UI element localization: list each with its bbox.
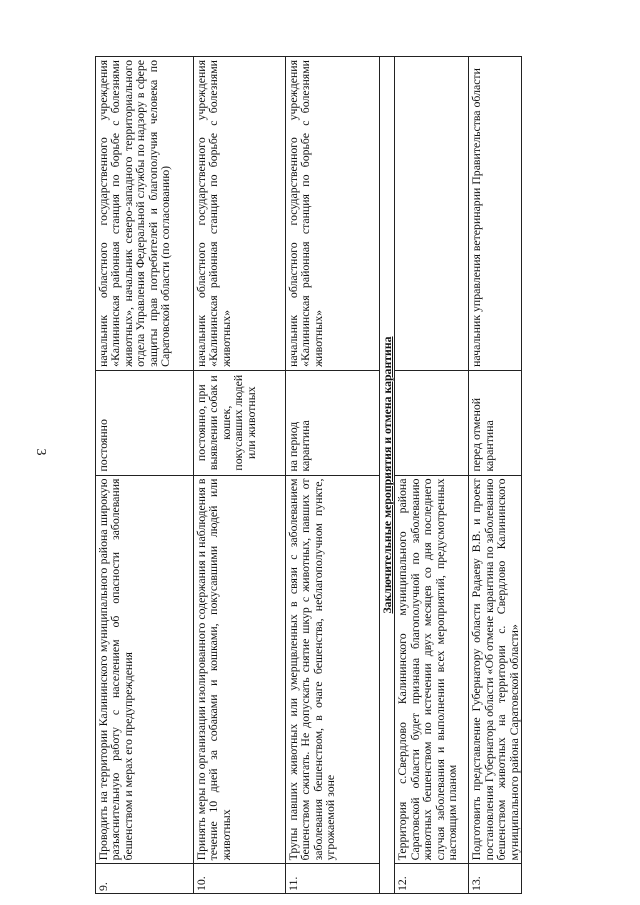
row-responsible	[395, 57, 469, 371]
row-period: постоянно	[96, 370, 194, 475]
row-period	[395, 370, 469, 475]
row-action: Проводить на территории Калининского муниципального района широкую разъяснительную работу с населением об опасности заболевания бешенством и мерах его предупреждения	[96, 475, 194, 864]
table-row	[395, 57, 469, 894]
row-responsible: начальник областного государственного учреждения «Калининская районная станция по борьбе с болезнями животных»	[286, 57, 380, 371]
row-action: Подготовить представление Губернатору области Радаеву В.В. и проект постановления Губернатора области «Об отмене карантина по заболеванию бешенством животных на территории с. Свердлово Калининского муниципального района Саратовской области»	[469, 475, 522, 864]
section-title: Заключительные мероприятия и отмена карантина	[380, 57, 395, 894]
row-action: Трупы павших животных или умерщвленных в связи с заболеванием бешенством сжигать. Не допускать снятие шкур с животных, павших от заболевания бешенством, в очаге бешенства, неблагополучном пункте, угрожаемой зоне	[286, 475, 380, 864]
section-row	[380, 57, 395, 894]
row-action: Принять меры по организации изолированного содержания и наблюдения в течение 10 дней за собаками и кошками, покусавшими людей или животных	[194, 475, 286, 864]
row-number: 9.	[96, 864, 194, 894]
row-action: Территория с.Свердлово Калининского муниципального района Саратовской области будет признана благополучной по заболеванию животных бешенством по истечении двух месяцев со дня последнего случая заболевания и выполнении всех мероприятий, предусмотренных настоящим планом	[395, 475, 469, 864]
rotated-table-page	[95, 56, 521, 894]
row-period: постоянно, при выявлении собак и кошек, покусавших людей или животных	[194, 370, 286, 475]
row-number: 10.	[194, 864, 286, 894]
table-row	[96, 57, 194, 894]
table-row	[286, 57, 380, 894]
row-responsible: начальник областного государственного учреждения «Калининская районная станция по борьбе с болезнями животных»	[194, 57, 286, 371]
row-period: перед отменой карантина	[469, 370, 522, 475]
table-row	[469, 57, 522, 894]
row-number: 13.	[469, 864, 522, 894]
row-responsible: начальник областного государственного учреждения «Калининская районная станция по борьбе с болезнями животных», начальник северо-западного территориального отдела Управления Федеральной службы по надзору в сфере защиты прав потребителей и благополучия человека по Саратовской области (по согласованию)	[96, 57, 194, 371]
row-period: на период карантина	[286, 370, 380, 475]
page-number: 3	[33, 448, 48, 456]
row-number: 12.	[395, 864, 469, 894]
measures-table	[95, 56, 522, 894]
row-responsible: начальник управления ветеринарии Правительства области	[469, 57, 522, 371]
row-number: 11.	[286, 864, 380, 894]
table-row	[194, 57, 286, 894]
